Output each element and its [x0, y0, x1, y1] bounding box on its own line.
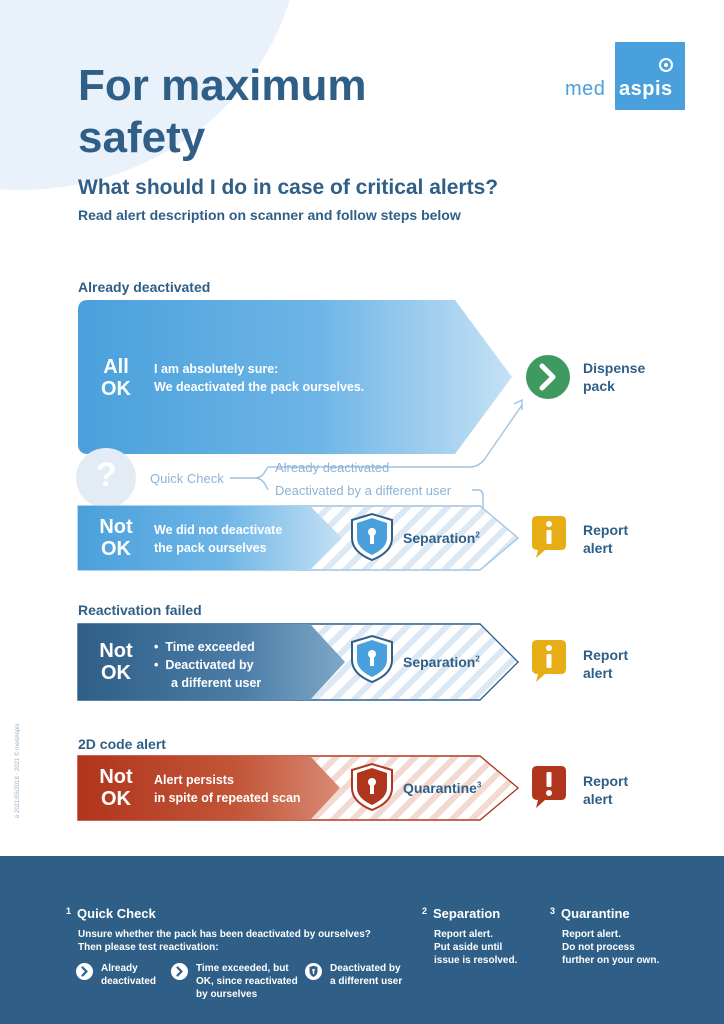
- quick-check-label: Quick Check: [150, 471, 224, 486]
- footer-quick-check-title: $^1$ Quick Check: [66, 906, 156, 921]
- section-heading-already-deactivated: Already deactivated: [78, 279, 211, 295]
- quick-check-option-already: Already deactivated: [275, 460, 390, 475]
- chevron-right-icon: [171, 963, 188, 980]
- footer-quarantine-text: Report alert. Do not process further on your own.: [562, 929, 660, 966]
- page-title: For maximum safety: [78, 61, 367, 162]
- arrow-head-up: [514, 400, 522, 410]
- quarantine-step-label: Quarantine$^3$: [403, 780, 482, 796]
- footer-separation-text: Report alert. Put aside until issue is resolved.: [434, 929, 518, 966]
- question-icon: ?: [96, 456, 117, 494]
- all-ok-badge: All OK: [101, 356, 131, 400]
- quick-check-option-different-user: Deactivated by a different user: [275, 483, 452, 498]
- not-ok-text: We did not deactivate the pack ourselves: [154, 523, 283, 555]
- chevron-right-icon: [76, 963, 93, 980]
- page-subtitle: What should I do in case of critical alerts?: [78, 176, 499, 199]
- reactivation-failed-reasons: • Time exceeded • Deactivated by a different user: [154, 640, 262, 690]
- footer-option-time-exceeded: Time exceeded, but OK, since reactivated by ourselves: [196, 963, 298, 1000]
- footer-separation-title: $^2$ Separation: [422, 906, 501, 921]
- section-heading-2d-code-alert: 2D code alert: [78, 736, 166, 752]
- logo-target-icon: [659, 58, 673, 72]
- info-speech-icon: [532, 516, 566, 558]
- dispense-pack-label: Dispense pack: [583, 360, 646, 394]
- not-ok-badge: Not OK: [99, 640, 133, 684]
- info-speech-icon: [532, 640, 566, 682]
- separation-step-label: Separation$^2$: [403, 654, 480, 670]
- list-item: • Time exceeded: [154, 640, 255, 654]
- footer-quarantine-title: $^3$ Quarantine: [550, 906, 630, 921]
- not-ok-badge: Not OK: [99, 766, 133, 810]
- all-ok-text: I am absolutely sure: We deactivated the pack ourselves.: [154, 362, 365, 394]
- separation-step-label: Separation$^2$: [403, 530, 480, 546]
- report-alert-label: Report alert: [583, 522, 629, 556]
- shield-icon: [305, 963, 322, 980]
- quick-check-connector-2: [255, 478, 268, 490]
- not-ok-badge: Not OK: [99, 516, 133, 560]
- exclamation-speech-icon: [532, 766, 566, 808]
- footer-option-different-user: Deactivated by a different user: [330, 963, 403, 987]
- footer-quick-check-text: Unsure whether the pack has been deactivated by ourselves? Then please test reactivation:: [78, 929, 371, 953]
- footer-option-already: Already deactivated: [101, 963, 157, 987]
- code-alert-text: Alert persists in spite of repeated scan: [154, 773, 301, 805]
- report-alert-label: Report alert: [583, 647, 629, 681]
- page-instruction: Read alert description on scanner and follow steps below: [78, 207, 461, 223]
- report-alert-label: Report alert: [583, 773, 629, 807]
- dispense-circle: [526, 355, 570, 399]
- list-item: • Deactivated by: [154, 658, 254, 672]
- medaspis-logo: med aspis: [565, 42, 685, 110]
- section-heading-reactivation-failed: Reactivation failed: [78, 602, 202, 618]
